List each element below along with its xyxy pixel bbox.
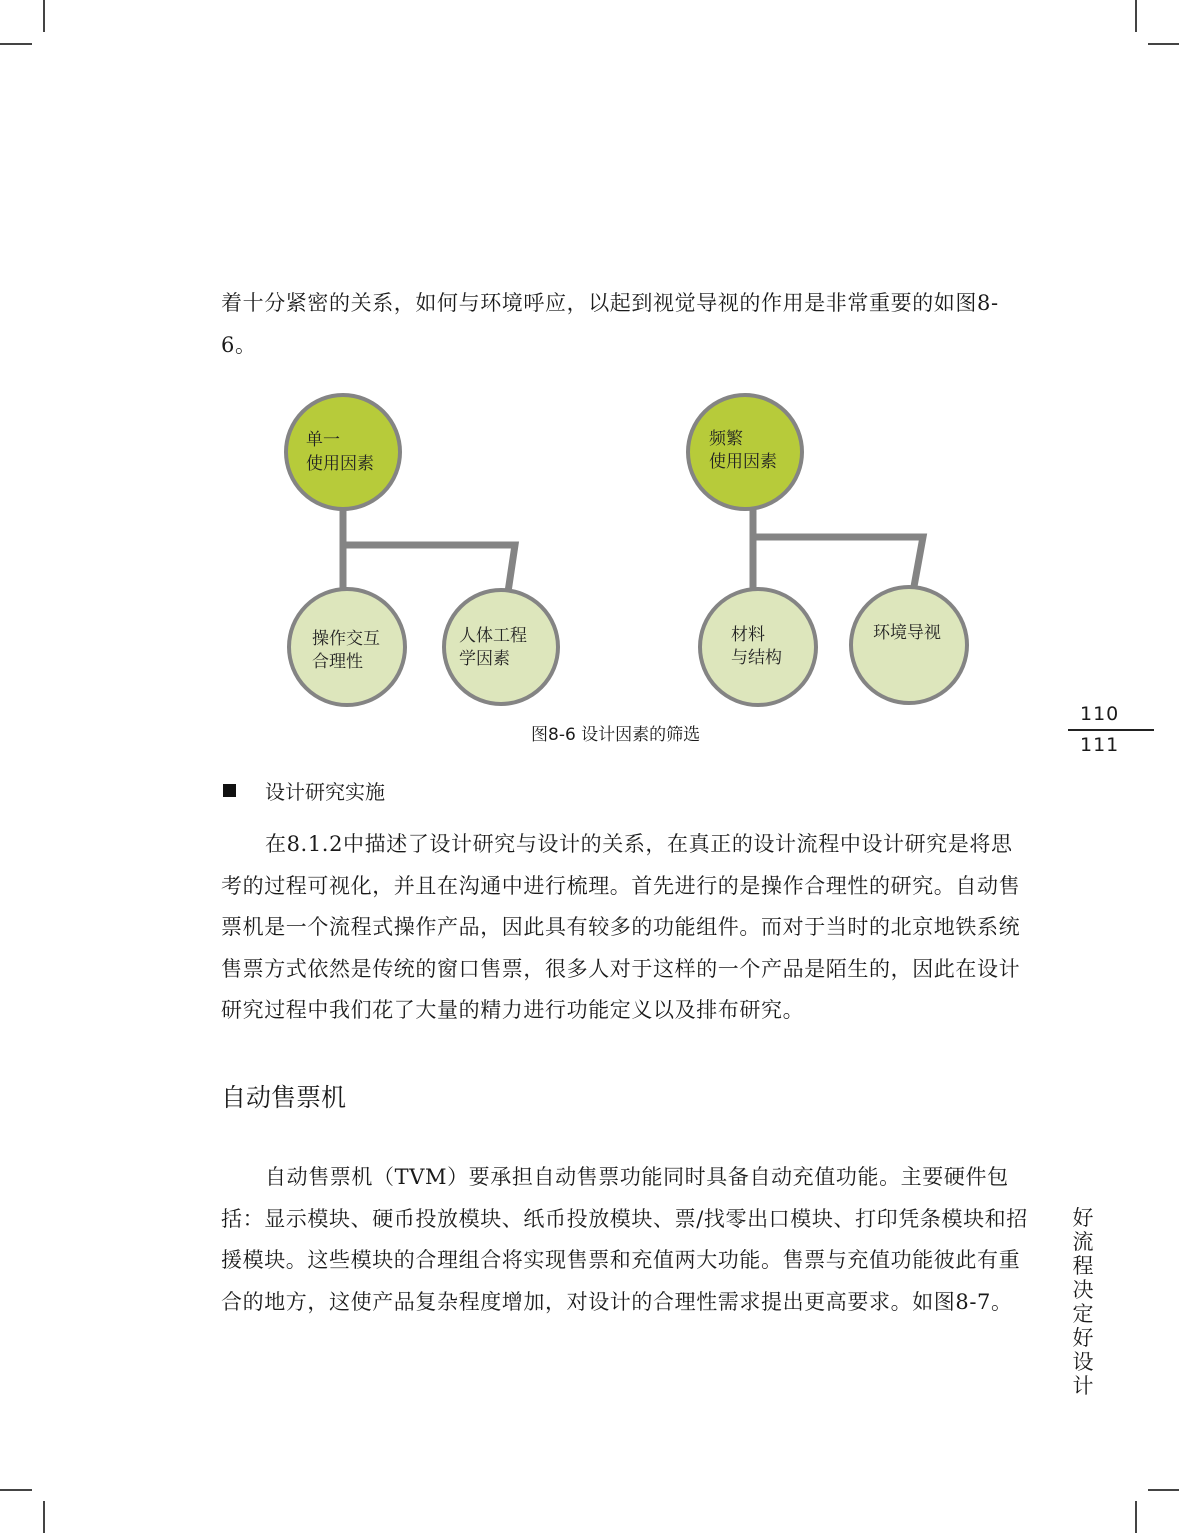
left-root-line1: 单一 (306, 430, 340, 450)
section-title: 设计研究实施 (265, 780, 385, 804)
left-root-node (286, 395, 400, 509)
left-child-b-node (444, 590, 558, 704)
heading-tvm: 自动售票机 (221, 1083, 347, 1112)
connectors (343, 510, 923, 592)
crop-mark (43, 0, 45, 32)
right-child-b-node (851, 587, 967, 703)
left-child-a-line2: 合理性 (312, 652, 363, 672)
design-factor-diagram (270, 385, 980, 715)
right-child-a-line1: 材料 (731, 625, 765, 645)
right-child-a-line2: 与结构 (731, 648, 782, 668)
side-book-title: 好 流 程 决 定 好 设 计 (1072, 1206, 1094, 1398)
intro-paragraph: 着十分紧密的关系，如何与环境呼应，以起到视觉导视的作用是非常重要的如图8-6。 (221, 291, 999, 357)
figure-caption: 图8-6 设计因素的筛选 (531, 725, 701, 745)
right-root-line2: 使用因素 (709, 452, 777, 472)
left-child-b-line1: 人体工程 (459, 626, 527, 646)
right-child-a-node (700, 589, 816, 705)
crop-mark (1135, 1501, 1137, 1533)
crop-mark (0, 1489, 32, 1491)
page-number-right: 111 (1080, 734, 1120, 756)
crop-mark (1148, 43, 1179, 45)
left-tree-connector (343, 510, 515, 592)
tvm-paragraph: 自动售票机（TVM）要承担自动售票功能同时具备自动充值功能。主要硬件包括：显示模块、硬币投放模块、纸币投放模块、票/找零出口模块、打印凭条模块和招援模块。这些模块的合理组合将实现售票和充值两大功能。售票与充值功能彼此有重合的地方，这使产品复杂程度增加，对设计的合理性需求提出更高要求。如图8-7。 (221, 1165, 1028, 1314)
section-bullet-icon (223, 784, 236, 797)
left-child-b-line2: 学因素 (459, 649, 510, 669)
crop-mark (1135, 0, 1137, 32)
right-tree-connector (753, 510, 923, 592)
crop-mark (43, 1501, 45, 1533)
right-child-b-line1: 环境导视 (873, 623, 941, 643)
crop-mark (0, 43, 32, 45)
page-number-left: 110 (1080, 703, 1120, 725)
left-child-a-line1: 操作交互 (312, 629, 380, 649)
page-number-divider (1068, 729, 1154, 731)
left-root-line2: 使用因素 (306, 454, 374, 474)
right-root-line1: 频繁 (709, 429, 743, 449)
crop-mark (1148, 1489, 1179, 1491)
section-paragraph: 在8.1.2中描述了设计研究与设计的关系，在真正的设计流程中设计研究是将思考的过程可视化，并且在沟通中进行梳理。首先进行的是操作合理性的研究。自动售票机是一个流程式操作产品，因此具有较多的功能组件。而对于当时的北京地铁系统售票方式依然是传统的窗口售票，很多人对于这样的一个产品是陌生的，因此在设计研究过程中我们花了大量的精力进行功能定义以及排布研究。 (221, 832, 1021, 1022)
